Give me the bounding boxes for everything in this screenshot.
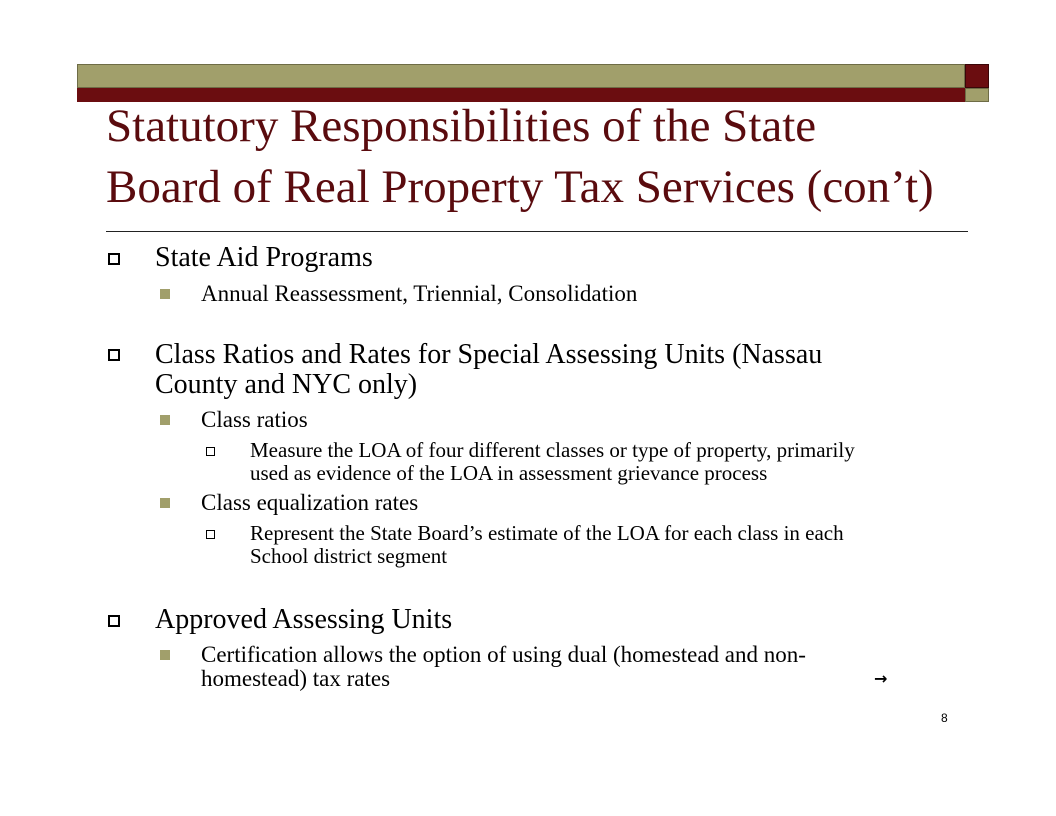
bullet-state-aid: State Aid Programs <box>155 242 373 273</box>
hollow-square-bullet-icon <box>108 349 120 361</box>
olive-square-bullet-icon <box>160 415 170 425</box>
sub-bullet-class-equalization: Class equalization rates <box>201 490 419 515</box>
detail-class-ratios-line-2: used as evidence of the LOA in assessment grievance process <box>250 461 768 485</box>
detail-class-equalization-line-1: Represent the State Board’s estimate of the LOA for each class in each <box>250 521 844 545</box>
title-bar-olive <box>77 64 965 88</box>
bullet-class-ratios-line-2: County and NYC only) <box>155 369 418 400</box>
olive-square-bullet-icon <box>160 650 170 660</box>
detail-class-ratios-line-1: Measure the LOA of four different classes or type of property, primarily <box>250 438 855 462</box>
next-arrow-icon[interactable]: → <box>874 669 888 688</box>
sub-bullet-certification-line-1: Certification allows the option of using dual (homestead and non- <box>201 642 806 667</box>
page-number: 8 <box>941 711 948 725</box>
sub-bullet-class-ratios: Class ratios <box>201 407 308 432</box>
sub-bullet-certification-line-2: homestead) tax rates <box>201 666 391 691</box>
detail-class-equalization-line-2: School district segment <box>250 544 448 568</box>
bullet-approved-units: Approved Assessing Units <box>155 604 453 635</box>
slide-title <box>106 96 934 218</box>
corner-square-maroon <box>965 64 989 88</box>
title-line-1: Statutory Responsibilities of the State <box>106 100 817 152</box>
small-hollow-square-bullet-icon <box>206 530 215 539</box>
olive-square-bullet-icon <box>160 289 170 299</box>
corner-square-olive <box>965 88 989 102</box>
bullet-class-ratios-line-1: Class Ratios and Rates for Special Assessing Units (Nassau <box>155 339 823 370</box>
sub-bullet-state-aid: Annual Reassessment, Triennial, Consolidation <box>201 281 638 306</box>
title-line-2: Board of Real Property Tax Services (con’t) <box>106 161 934 213</box>
olive-square-bullet-icon <box>160 498 170 508</box>
hollow-square-bullet-icon <box>108 253 120 265</box>
title-divider <box>106 231 968 232</box>
small-hollow-square-bullet-icon <box>206 447 215 456</box>
hollow-square-bullet-icon <box>108 615 120 627</box>
